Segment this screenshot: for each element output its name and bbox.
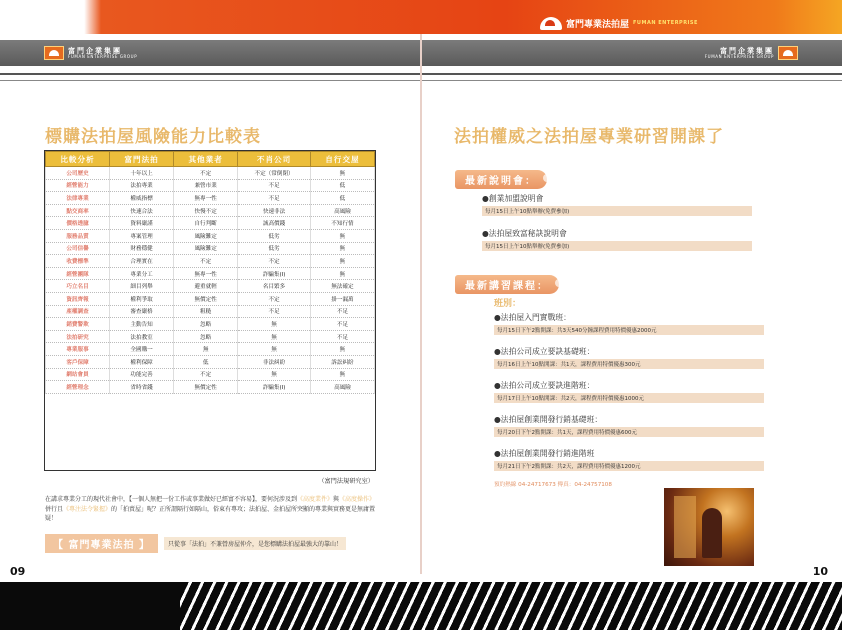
photo-figure (702, 508, 722, 558)
table-cell: 低劣 (238, 229, 311, 242)
course-heading: ●法拍公司成立要訣基礎班： (494, 347, 595, 356)
table-cell: 不足 (310, 330, 374, 343)
top-brand-bar (0, 0, 842, 34)
table-cell: 低 (174, 355, 238, 368)
table-cell: 避重就輕 (174, 280, 238, 293)
table-cell: 不足 (238, 179, 311, 192)
table-cell: 權威指標 (110, 192, 174, 205)
table-cell: 無 (310, 167, 374, 180)
table-row (46, 255, 375, 268)
table-cell: 不定 (174, 368, 238, 381)
table-cell: 不知行情 (310, 217, 374, 230)
brand-name: 富門專業法拍屋 (566, 19, 630, 30)
table-cell: 不足 (238, 305, 311, 318)
table-cell: 無 (310, 255, 374, 268)
table-row (46, 292, 375, 305)
table-cell: 不定 (174, 167, 238, 180)
left-group-logo (44, 46, 137, 60)
photo-door (674, 496, 696, 558)
row-category: 網站會員 (46, 368, 110, 381)
left-page-header (0, 40, 421, 66)
row-category: 收費標準 (46, 255, 110, 268)
table-cell: 細目列舉 (110, 280, 174, 293)
table-cell: 無 (238, 330, 311, 343)
group-logo-icon (44, 46, 64, 60)
table-cell: 兼營市業 (174, 179, 238, 192)
course-detail: 每月20日下午2點開課：共1天，課程費用特價優惠600元 (494, 427, 764, 437)
left-page-title: 標購法拍屋風險能力比較表 (45, 127, 261, 147)
slogan-banner (45, 534, 346, 553)
table-cell: 非法糾紛 (238, 355, 311, 368)
course-detail: 每月17日上午10點開課：共2天，課程費用特價優惠1000元 (494, 393, 764, 403)
row-category: 銷費警欺 (46, 318, 110, 331)
table-cell: 不定（常倒閉） (238, 167, 311, 180)
table-cell: 無 (238, 318, 311, 331)
table-cell: 無 (238, 368, 311, 381)
class-label: 班別： (494, 299, 522, 309)
brand-swoosh (0, 0, 842, 34)
seminar-heading: ●法拍屋致富秘訣說明會 (482, 229, 567, 238)
row-category: 法拍研究 (46, 330, 110, 343)
page-number-left: 09 (10, 565, 26, 578)
course-item (494, 312, 764, 335)
helmet-logo-icon (540, 17, 562, 30)
table-cell: 權利保障 (110, 355, 174, 368)
table-cell: 低 (310, 179, 374, 192)
table-cell: 功能完善 (110, 368, 174, 381)
bottom-band (0, 582, 842, 630)
row-category: 點交商率 (46, 204, 110, 217)
table-cell: 十年以上 (110, 167, 174, 180)
table-row (46, 179, 375, 192)
table-row (46, 204, 375, 217)
course-heading: ●法拍公司成立要訣進階班： (494, 381, 595, 390)
table-cell: 資料嚴謹 (110, 217, 174, 230)
table-cell: 風險難定 (174, 242, 238, 255)
table-cell: 專案管理 (110, 229, 174, 242)
table-row (46, 192, 375, 205)
table-cell: 無價定性 (174, 292, 238, 305)
course-detail: 每月16日上午10點開課：共1天，課程費用特價優惠300元 (494, 359, 764, 369)
column-header: 富門法拍 (110, 152, 174, 167)
row-category: 公司信譽 (46, 242, 110, 255)
table-cell: 無專一性 (174, 267, 238, 280)
row-category: 經營理念 (46, 381, 110, 394)
row-category: 巧立名目 (46, 280, 110, 293)
table-row (46, 355, 375, 368)
table-row (46, 368, 375, 381)
table-cell: 風險難定 (174, 229, 238, 242)
course-detail: 每月15日下午2點開課：共3天540分鐘課程費用特價優惠2000元 (494, 325, 764, 335)
row-category: 客戶保障 (46, 355, 110, 368)
office-photo (664, 488, 754, 566)
banner-message: 只從事「法拍」不兼營房屋仲介，是您標購法拍屋最強大的靠山！ (164, 537, 346, 550)
top-brand (540, 16, 698, 30)
right-page-header (421, 40, 842, 66)
section-label-courses: 最新講習課程： (455, 275, 559, 294)
table-cell: 不定 (238, 292, 311, 305)
table-cell: 掛一漏萬 (310, 292, 374, 305)
table-cell: 高風險 (310, 204, 374, 217)
table-cell: 主動告知 (110, 318, 174, 331)
table-cell: 低劣 (238, 242, 311, 255)
column-header: 不肖公司 (238, 152, 311, 167)
row-category: 產權調查 (46, 305, 110, 318)
table-cell: 權利爭取 (110, 292, 174, 305)
paragraph-highlight: 《高度操作》 (339, 496, 376, 503)
comparison-table (45, 151, 375, 394)
table-cell: 不定 (238, 255, 311, 268)
intro-paragraph (45, 495, 377, 524)
paragraph-text: 與 (333, 496, 340, 503)
group-en: FUMAN ENTERPRISE GROUP (68, 53, 138, 59)
table-cell: 無 (310, 229, 374, 242)
table-row (46, 229, 375, 242)
table-cell: 無 (310, 242, 374, 255)
contact-hotline: 預約熱線 04-24717673 傳真：04-24757108 (494, 482, 612, 488)
table-row (46, 217, 375, 230)
course-heading: ●法拍屋創業開發行銷基礎班： (494, 415, 603, 424)
course-item (494, 346, 764, 369)
table-cell: 無 (310, 267, 374, 280)
group-name: 富門企業集團 (68, 46, 122, 55)
brand-en: FUMAN ENTERPRISE (633, 20, 698, 26)
table-cell: 無 (238, 343, 311, 356)
table-cell: 快速合法 (110, 204, 174, 217)
page-number-right: 10 (812, 565, 828, 578)
table-row (46, 267, 375, 280)
group-logo-icon (778, 46, 798, 60)
seminar-item (482, 193, 752, 216)
seminar-heading: ●創業加盟說明會 (482, 194, 544, 203)
table-cell: 專業分工 (110, 267, 174, 280)
table-cell: 無 (174, 343, 238, 356)
table-row (46, 343, 375, 356)
table-cell: 無 (310, 343, 374, 356)
banner-tag: 【 富門專業法拍 】 (45, 534, 158, 553)
column-header: 其他業者 (174, 152, 238, 167)
table-cell: 合理實在 (110, 255, 174, 268)
table-cell: 不足 (310, 318, 374, 331)
bottom-stripes (180, 582, 842, 630)
paragraph-highlight: 《高度業件》 (297, 496, 334, 503)
table-cell: 詐騙集(I) (238, 381, 311, 394)
table-row (46, 318, 375, 331)
table-cell: 不定 (174, 255, 238, 268)
table-cell: 不足 (238, 192, 311, 205)
seminar-item (482, 228, 752, 251)
row-category: 服務品質 (46, 229, 110, 242)
table-header-row (46, 152, 375, 167)
section-label-seminars: 最新說明會： (455, 170, 547, 189)
paragraph-text: 併行且 (45, 505, 64, 513)
course-detail: 每月21日下午2點開課：共2天，課程費用特價優惠1200元 (494, 461, 764, 471)
table-cell: 無 (310, 368, 374, 381)
row-category: 法律專業 (46, 192, 110, 205)
table-cell: 不足 (310, 305, 374, 318)
table-cell: 無專一性 (174, 192, 238, 205)
row-category: 經營能力 (46, 179, 110, 192)
paragraph-highlight: 《專注法令緊握》 (63, 505, 112, 513)
row-category: 公司歷史 (46, 167, 110, 180)
table-row (46, 330, 375, 343)
table-cell: 詐騙集(I) (238, 267, 311, 280)
course-item (494, 380, 764, 403)
table-cell: 快速非法 (238, 204, 311, 217)
paragraph-text: 在講求專業分工的現代社會中，【一個人無把一份工作或事業做好已經富不容易】，要何況涉及到 (45, 496, 298, 503)
table-row (46, 242, 375, 255)
row-category: 專業服事 (46, 343, 110, 356)
table-cell: 無法確定 (310, 280, 374, 293)
table-cell: 名目繁多 (238, 280, 311, 293)
table-cell: 無價定性 (174, 381, 238, 394)
table-cell: 財務穩健 (110, 242, 174, 255)
table-cell: 省時省錢 (110, 381, 174, 394)
table-cell: 忽略 (174, 318, 238, 331)
group-name: 富門企業集團 (720, 46, 774, 55)
course-item (494, 448, 764, 471)
table-cell: 粗糙 (174, 305, 238, 318)
table-cell: 快慢不定 (174, 204, 238, 217)
page-spine (420, 34, 422, 574)
table-cell: 低 (310, 192, 374, 205)
paragraph-text: 的「拍賣屋」呢？正所謂隔行如隔山，俗東有專攻；法拍屋、金拍屋所突顯的專業與實務更是無庸置疑！ (45, 505, 376, 523)
table-row (46, 305, 375, 318)
seminar-detail: 每月15日上午10點舉辦(免費參加) (482, 206, 752, 216)
table-cell: 高風險 (310, 381, 374, 394)
right-group-logo (705, 46, 798, 60)
table-cell: 忽略 (174, 330, 238, 343)
column-header: 自行交屋 (310, 152, 374, 167)
row-category: 價格透臆 (46, 217, 110, 230)
table-cell: 法拍教室 (110, 330, 174, 343)
row-category: 資訊齊報 (46, 292, 110, 305)
source-note: （富門法規研究室） (318, 478, 374, 485)
column-header: 比較分析 (46, 152, 110, 167)
table-cell: 訴訟糾紛 (310, 355, 374, 368)
table-cell: 審查嚴格 (110, 305, 174, 318)
row-category: 經營團隊 (46, 267, 110, 280)
table-cell: 全國購一 (110, 343, 174, 356)
seminar-detail: 每月15日上午10點舉辦(免費參加) (482, 241, 752, 251)
right-page-title: 法拍權威之法拍屋專業研習開課了 (454, 127, 724, 147)
course-heading: ●法拍屋入門實戰班： (494, 313, 571, 322)
table-cell: 誠高價錢 (238, 217, 311, 230)
table-row (46, 381, 375, 394)
table-row (46, 167, 375, 180)
group-en: FUMAN ENTERPRISE GROUP (704, 53, 774, 59)
table-cell: 自行判斷 (174, 217, 238, 230)
course-item (494, 414, 764, 437)
course-heading: ●法拍屋創業開發行銷進階班 (494, 449, 595, 458)
table-cell: 法拍專業 (110, 179, 174, 192)
table-row (46, 280, 375, 293)
